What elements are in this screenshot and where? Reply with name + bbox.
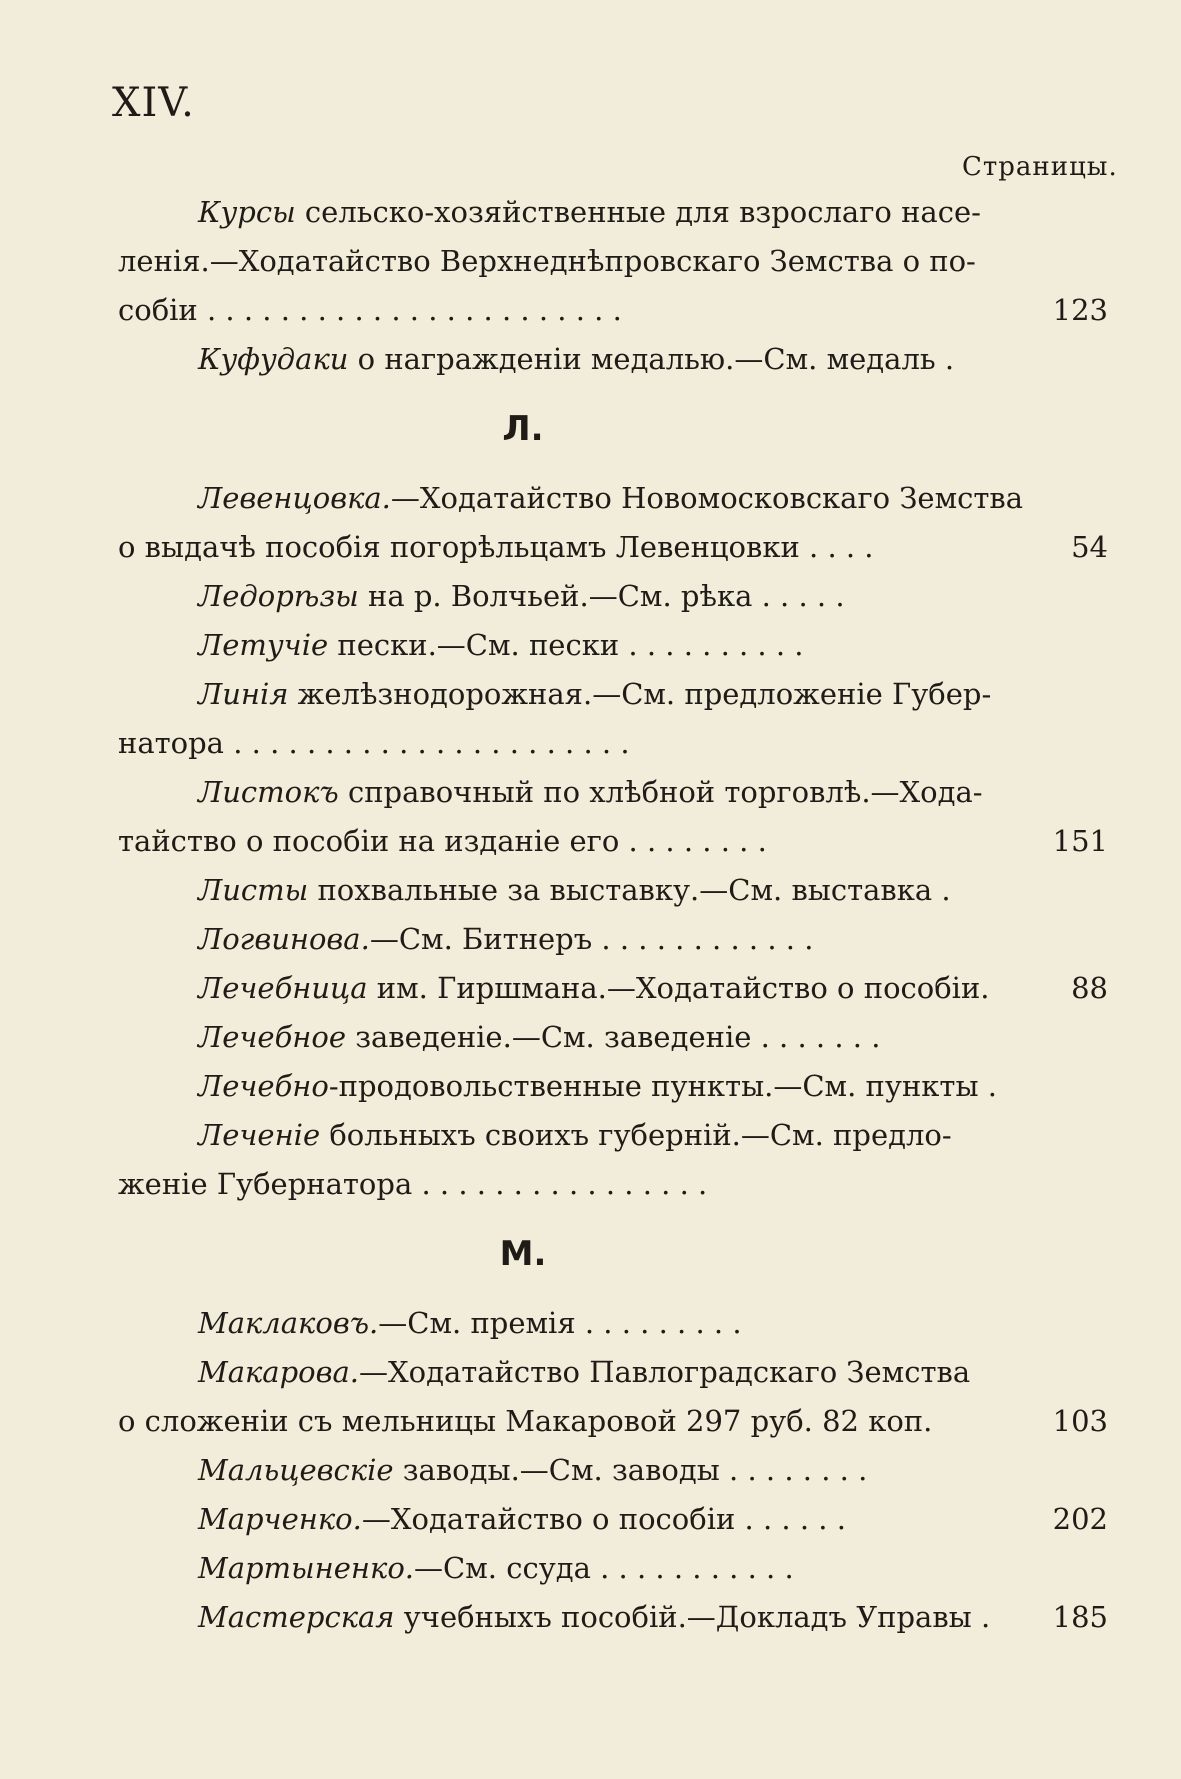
entry-text <box>198 188 981 237</box>
entry-text <box>118 719 630 768</box>
index-entry-line <box>118 523 1118 572</box>
index-entry-line <box>118 768 1118 817</box>
entry-body: —См. ссуда . . . . . . . . . . . <box>414 1551 794 1585</box>
entry-headword: Куфудаки <box>198 342 349 376</box>
entry-body: справочный по хлѣбной торговлѣ.—Хода- <box>338 775 983 809</box>
index-entry-line <box>118 866 1118 915</box>
entry-headword: Линія <box>198 677 289 711</box>
entry-headword: Мастерская <box>198 1600 395 1634</box>
index-entry-line <box>118 286 1118 335</box>
entry-text <box>198 866 951 915</box>
entry-text <box>198 1013 880 1062</box>
entry-text <box>118 1397 932 1446</box>
entry-text <box>118 817 767 866</box>
index-entry-line <box>118 670 1118 719</box>
entry-text <box>198 670 991 719</box>
entry-body: на р. Волчьей.—См. рѣка . . . . . <box>358 579 845 613</box>
entry-text <box>198 768 983 817</box>
entry-text <box>198 621 804 670</box>
entry-text <box>198 1348 970 1397</box>
index-entry-line <box>118 474 1118 523</box>
entry-text <box>198 964 990 1013</box>
entry-body: тайство о пособіи на изданіе его . . . . . . . . <box>118 824 767 858</box>
entry-body: им. Гиршмана.—Ходатайство о пособіи. <box>367 971 990 1005</box>
entry-headword: Листокъ <box>198 775 339 809</box>
entry-text <box>118 1160 707 1209</box>
index-entry-line <box>118 915 1118 964</box>
section-letter: М. <box>499 1234 547 1274</box>
index-entry-line <box>118 964 1118 1013</box>
entry-body: -продовольственные пункты.—См. пункты . <box>328 1069 997 1103</box>
entry-body: о выдачѣ пособія погорѣльцамъ Левенцовки . . . . <box>118 530 874 564</box>
index-entry-line <box>118 719 1118 768</box>
entry-body: ленія.—Ходатайство Верхнеднѣпровскаго Земства о по- <box>118 244 976 278</box>
entry-text <box>198 1446 867 1495</box>
entry-headword: Летучіе <box>198 628 329 662</box>
index-entry-line <box>118 572 1118 621</box>
entry-body: сельско-хозяйственные для взрослаго насе- <box>295 195 981 229</box>
entry-headword: Мартыненко. <box>198 1551 415 1585</box>
entry-headword: Леченіе <box>198 1118 321 1152</box>
entry-text <box>198 1544 794 1593</box>
index-entry-line <box>118 1062 1118 1111</box>
index-entry-line <box>118 817 1118 866</box>
index-entry-line <box>118 1593 1118 1642</box>
entry-body: о награжденіи медалью.—См. медаль . <box>348 342 955 376</box>
entry-headword: Логвинова. <box>198 922 370 956</box>
entry-body: желѣзнодорожная.—См. предложеніе Губер- <box>288 677 992 711</box>
entry-body: больныхъ своихъ губерній.—См. предло- <box>320 1118 952 1152</box>
entry-body: похвальные за выставку.—См. выставка . <box>308 873 951 907</box>
entry-text <box>198 1062 997 1111</box>
index-entry-line <box>118 1397 1118 1446</box>
entry-headword: Марченко. <box>198 1502 362 1536</box>
entry-body: собіи . . . . . . . . . . . . . . . . . . . . . . . <box>118 293 622 327</box>
entry-headword: Макарова. <box>198 1355 360 1389</box>
entry-headword: Лечебное <box>198 1020 346 1054</box>
index-entry-line <box>118 1013 1118 1062</box>
entry-text <box>118 523 874 572</box>
entry-page-number: 151 <box>1052 824 1108 858</box>
entry-text <box>198 335 954 384</box>
entry-page-number: 202 <box>1052 1502 1108 1536</box>
entry-body: учебныхъ пособій.—Докладъ Управы . <box>394 1600 991 1634</box>
entry-text <box>198 474 1023 523</box>
index-entry-line <box>118 1348 1118 1397</box>
entry-page-number: 88 <box>1071 971 1108 1005</box>
entry-body: заводы.—См. заводы . . . . . . . . <box>393 1453 868 1487</box>
entry-page-number: 185 <box>1052 1600 1108 1634</box>
entry-body: —Ходатайство Новомосковскаго Земства <box>390 481 1024 515</box>
index-entry-line <box>118 1446 1118 1495</box>
entry-text <box>118 237 976 286</box>
entry-body: натора . . . . . . . . . . . . . . . . . . . . . . <box>118 726 630 760</box>
entry-headword: Левенцовка. <box>198 481 391 515</box>
entry-headword: Лечебница <box>198 971 368 1005</box>
entry-headword: Листы <box>198 873 309 907</box>
entry-body: заведеніе.—См. заведеніе . . . . . . . <box>346 1020 881 1054</box>
entry-headword: Ледорѣзы <box>198 579 359 613</box>
entry-body: —См. Битнеръ . . . . . . . . . . . . <box>369 922 814 956</box>
entry-headword: Курсы <box>198 195 296 229</box>
entry-text <box>198 1495 846 1544</box>
entry-body: —Ходатайство о пособіи . . . . . . <box>361 1502 846 1536</box>
index-entries <box>118 188 1118 1642</box>
entry-page-number: 123 <box>1052 293 1108 327</box>
entry-headword: Лечебно <box>198 1069 329 1103</box>
entry-body: пески.—См. пески . . . . . . . . . . <box>328 628 804 662</box>
index-entry-line <box>118 621 1118 670</box>
pages-column-header: Страницы. <box>962 152 1118 182</box>
index-entry-line <box>118 1299 1118 1348</box>
entry-text <box>198 572 845 621</box>
entry-text <box>118 286 622 335</box>
index-entry-line <box>118 1495 1118 1544</box>
entry-page-number: 54 <box>1071 530 1108 564</box>
entry-body: о сложеніи съ мельницы Макаровой 297 руб. 82 коп. <box>118 1404 933 1438</box>
index-entry-line <box>118 1160 1118 1209</box>
entry-text <box>198 1299 742 1348</box>
entry-body: женіе Губернатора . . . . . . . . . . . . . . . . <box>118 1167 708 1201</box>
section-letter: Л. <box>502 409 544 449</box>
entry-headword: Мальцевскіе <box>198 1453 394 1487</box>
entry-page-number: 103 <box>1052 1404 1108 1438</box>
index-entry-line <box>118 1544 1118 1593</box>
index-entry-line <box>118 237 1118 286</box>
index-entry-line <box>118 1111 1118 1160</box>
entry-headword: Маклаковъ. <box>198 1306 379 1340</box>
entry-body: —См. премія . . . . . . . . . <box>378 1306 742 1340</box>
index-entry-line <box>118 335 1118 384</box>
entry-text <box>198 1111 952 1160</box>
entry-text <box>198 1593 990 1642</box>
page-number: XIV. <box>112 80 195 126</box>
entry-body: —Ходатайство Павлоградскаго Земства <box>359 1355 971 1389</box>
index-entry-line <box>118 188 1118 237</box>
entry-text <box>198 915 813 964</box>
